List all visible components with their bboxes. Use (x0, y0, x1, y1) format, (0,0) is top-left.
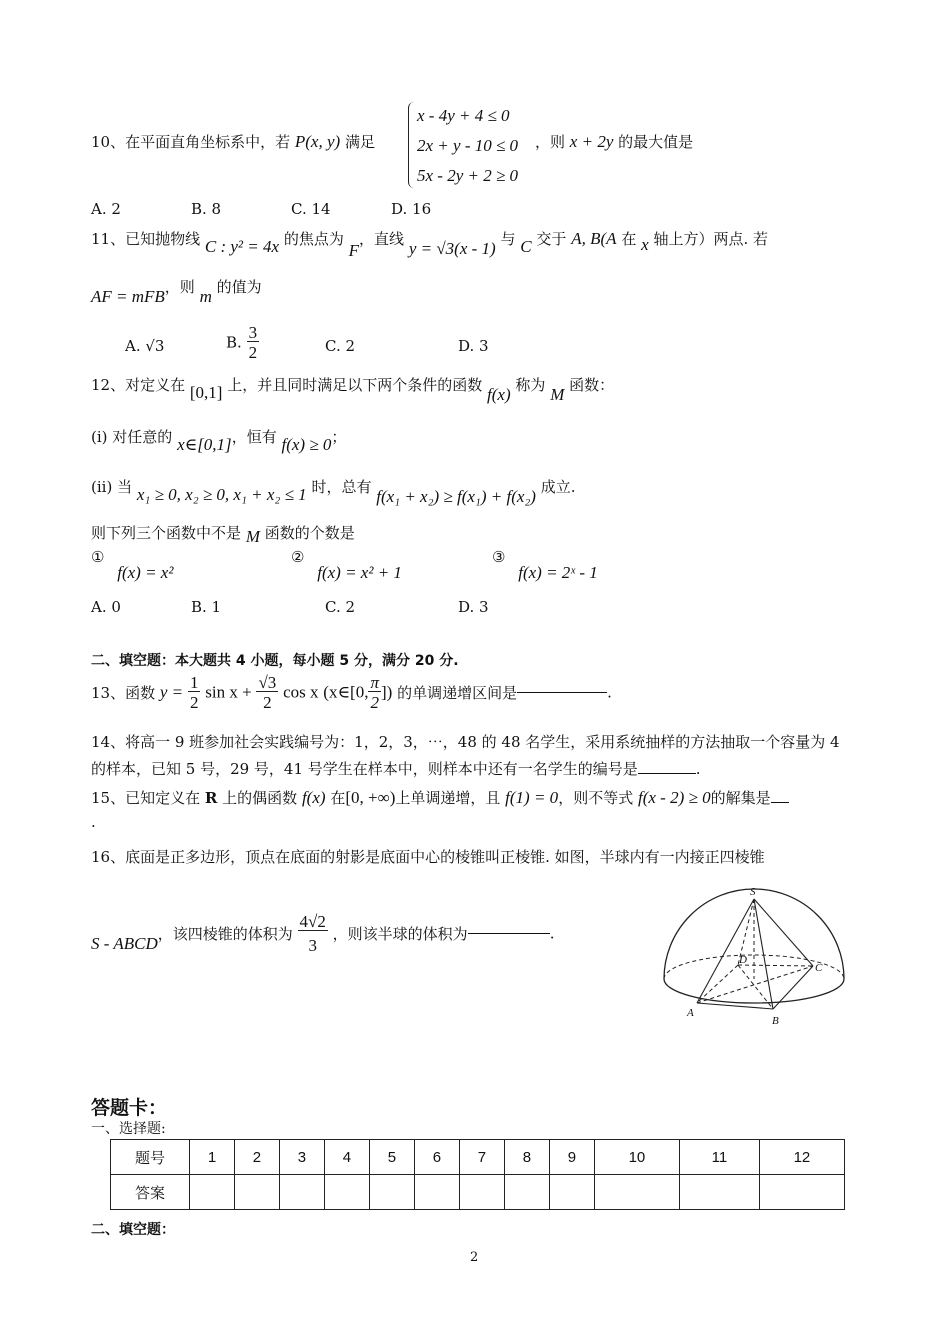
q10-constraint-3: 5x - 2y + 2 ≥ 0 (417, 166, 519, 185)
question-number: 11 (680, 1140, 760, 1175)
question-number: 6 (414, 1140, 459, 1175)
q11-option-d: D. 3 (458, 337, 489, 355)
q12-func-3: ③ f(x) = 2ˣ - 1 (492, 548, 598, 582)
q12-option-d: D. 3 (458, 598, 489, 616)
answer-cell[interactable] (369, 1175, 414, 1210)
question-number: 1 (190, 1140, 235, 1175)
q10-constraint-2: 2x + y - 10 ≤ 0 (417, 136, 519, 155)
q12-option-a: A. 0 (91, 598, 121, 616)
label-a: A (687, 1007, 694, 1019)
answer-cell[interactable] (680, 1175, 760, 1210)
q11-option-a: A. √3 (125, 337, 165, 355)
q10-tail: ，则 x + 2y 的最大值是 (535, 132, 694, 151)
question-number: 8 (504, 1140, 549, 1175)
question-number: 5 (369, 1140, 414, 1175)
question-number: 10 (594, 1140, 679, 1175)
q16-line-1: 16、底面是正多边形，顶点在底面的射影是底面中心的棱锥叫正棱锥. 如图，半球内有一内接正四棱锥 (91, 848, 765, 866)
question-number: 7 (459, 1140, 504, 1175)
section2-title: 二、填空题：本大题共 4 小题，每小题 5 分，满分 20 分. (91, 653, 459, 669)
q10-option-d: D. 16 (391, 200, 432, 218)
answer-cell[interactable] (759, 1175, 844, 1210)
q14-line-2: 的样本，已知 5 号，29 号，41 号学生在样本中，则样本中还有一名学生的编号是 . (91, 760, 701, 778)
q10-option-c: C. 14 (291, 200, 331, 218)
q12-option-b: B. 1 (191, 598, 222, 616)
answer-cell[interactable] (190, 1175, 235, 1210)
answer-cell[interactable] (279, 1175, 324, 1210)
q14-line-1: 14、将高一 9 班参加社会实践编号为：1，2，3，⋯，48 的 48 名学生，采用系统抽样的方法抽取一个容量为 4 (91, 733, 840, 751)
q10-stem: 10、在平面直角坐标系中，若 P(x, y) 满足 (91, 132, 375, 151)
q12-stem: 12、对定义在 [0,1] 上，并且同时满足以下两个条件的函数 f(x) 称为 M 函数： (91, 376, 615, 404)
label-d: D (739, 954, 747, 966)
answer-card-section1: 一、选择题: (91, 1121, 166, 1137)
answer-table-answer-row (111, 1175, 845, 1210)
label-s: S (750, 886, 756, 898)
answer-table-number-row (111, 1140, 845, 1175)
q13-stem: 13、函数 y = $\frac{1}{2}$ sin x + $\frac{√3}{2}$ cos x (x∈[0, $\frac{\pi}{2}$ ]) 的单调递增区间是 . (91, 673, 612, 712)
system-brace (408, 102, 415, 188)
question-number: 2 (234, 1140, 279, 1175)
q15-stem: 15、已知定义在 R 上的偶函数 f(x) 在[0, +∞)上单调递增，且 f(1) = 0，则不等式 f(x - 2) ≥ 0的解集是 (91, 787, 789, 808)
hemisphere-pyramid-figure (655, 882, 855, 1032)
q11-stem: 11、已知抛物线 C : y² = 4x 的焦点为 F，直线 y = √3(x - 1) 与 C 交于 A, B(A 在 x 轴上方）两点. 若 (91, 229, 768, 260)
q11-option-c: C. 2 (325, 337, 356, 355)
q11-option-b: B. $\frac{3}{2}$ (226, 323, 258, 362)
row-label-answer: 答案 (111, 1175, 190, 1210)
answer-card-title: 答题卡： (91, 1097, 168, 1119)
q10-option-b: B. 8 (191, 200, 222, 218)
answer-cell[interactable] (234, 1175, 279, 1210)
q12-question: 则下列三个函数中不是 M 函数的个数是 (91, 524, 355, 546)
answer-cell[interactable] (504, 1175, 549, 1210)
q12-condition-1: (i) 对任意的 x∈[0,1]，恒有 f(x) ≥ 0； (91, 428, 347, 454)
q12-func-1: ① f(x) = x² (91, 548, 174, 582)
q12-option-c: C. 2 (325, 598, 356, 616)
answer-cell[interactable] (324, 1175, 369, 1210)
q16-line-2: S - ABCD，该四棱锥的体积为 $\frac{4√2}{3}$ ，则该半球的体积为 . (91, 912, 555, 955)
q12-condition-2: (ii) 当 x₁ ≥ 0, x₂ ≥ 0, x₁ + x₂ ≤ 1 时，总有 f(x₁ + x₂) ≥ f(x₁) + f(x₂) 成立. (91, 478, 576, 506)
question-number: 3 (279, 1140, 324, 1175)
q15-end: . (91, 813, 96, 831)
label-c: C (815, 962, 823, 974)
row-label-number: 题号 (111, 1140, 190, 1175)
answer-table (110, 1139, 845, 1210)
answer-card-section2: 二、填空题： (91, 1222, 175, 1238)
base-ellipse-front (664, 979, 844, 1003)
q10-option-a: A. 2 (91, 200, 121, 218)
q11-stem-2: AF = mFB，则 m 的值为 (91, 278, 262, 306)
page-number: 2 (470, 1250, 479, 1265)
answer-cell[interactable] (594, 1175, 679, 1210)
answer-cell[interactable] (414, 1175, 459, 1210)
answer-cell[interactable] (549, 1175, 594, 1210)
label-b: B (772, 1015, 779, 1027)
question-number: 9 (549, 1140, 594, 1175)
answer-cell[interactable] (459, 1175, 504, 1210)
question-number: 12 (759, 1140, 844, 1175)
question-number: 4 (324, 1140, 369, 1175)
q12-func-2: ② f(x) = x² + 1 (291, 548, 402, 582)
q10-constraint-1: x - 4y + 4 ≤ 0 (417, 106, 510, 125)
